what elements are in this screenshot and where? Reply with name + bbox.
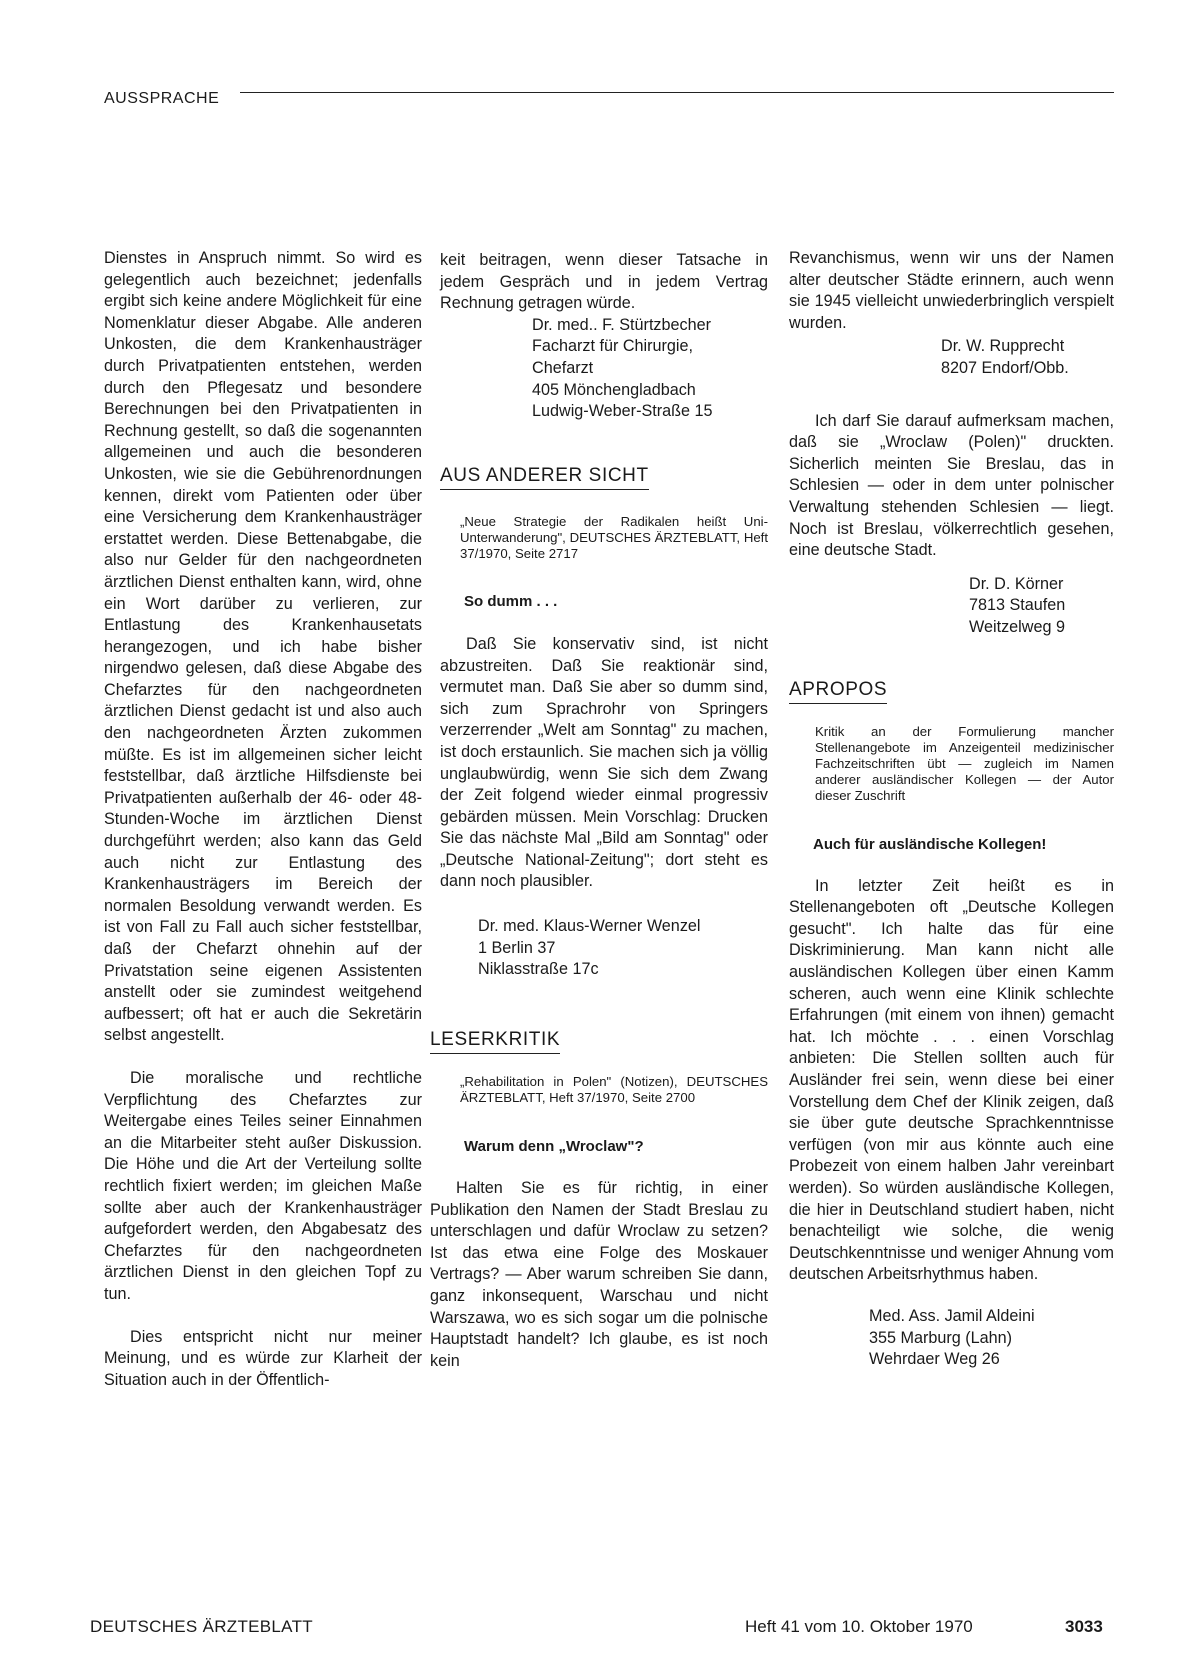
signature-line: 355 Marburg (Lahn)	[869, 1328, 1013, 1347]
article-title: So dumm . . .	[464, 593, 558, 611]
signature	[478, 916, 768, 981]
signature-line: Dr. med.. F. Stürtzbecher	[532, 315, 712, 334]
paragraph: Revanchismus, wenn wir uns der Namen alter deutscher Städte erinnern, auch wenn sie 1945 vielleicht unwiederbringlich verspielt wurden.	[789, 249, 1114, 332]
section-heading-wrap	[440, 465, 768, 491]
issue-info: Heft 41 vom 10. Oktober 1970	[745, 1617, 973, 1636]
header-rule	[240, 92, 1114, 93]
column-2	[430, 250, 768, 1372]
section-heading: LESERKRITIK	[430, 1029, 560, 1055]
signature	[532, 315, 768, 423]
signature-line: Dr. D. Körner	[969, 574, 1064, 593]
article-title: Auch für ausländische Kollegen!	[813, 836, 1047, 854]
signature-line: 405 Mönchengladbach	[532, 380, 696, 399]
signature	[869, 1306, 1114, 1371]
signature	[969, 574, 1114, 639]
paragraph: Die moralische und rechtliche Verpflichtung des Chefarztes zur Weitergabe eines Teiles seiner Einnahmen an die Mitarbeiter steht außer Diskussion. Die Höhe und die Art der Verteilung sollte rechtlich fixiert werden; im gleichen Maße sollte aber auch der Krankenhausträger aufgefordert werden, den Abgabesatz des Chefarztes für den nachgeordneten ärztlichen Dienst in den gleichen Topf zu tun.	[104, 1068, 422, 1303]
signature-line: Weitzelweg 9	[969, 617, 1065, 636]
signature-line: Dr. W. Rupprecht	[941, 337, 1065, 356]
section-heading-wrap	[789, 679, 1114, 705]
signature-line: Wehrdaer Weg 26	[869, 1350, 1000, 1369]
signature-line: 7813 Staufen	[969, 596, 1066, 615]
journal-name: DEUTSCHES ÄRZTEBLATT	[90, 1617, 313, 1636]
paragraph: Daß Sie konservativ sind, ist nicht abzustreiten. Daß Sie reaktionär sind, vermutet man. Daß Sie aber so dumm sind, sich zum Sprachrohr von Springers verzerrender „Welt am Sonntag" zu machen, ist doch erstaunlich. Sie machen sich ja völlig unglaubwürdig, wenn Sie sich dem Zwang der Zeit folgend wieder einmal progressiv gebärden müssen. Mein Vorschlag: Drucken Sie das nächste Mal „Bild am Sonntag" oder „Deutsche National-Zeitung"; dort steht es dann noch plausibler.	[440, 634, 768, 891]
signature-line: Dr. med. Klaus-Werner Wenzel	[478, 917, 701, 936]
signature-line: Chefarzt	[532, 358, 594, 377]
page-header	[104, 88, 1114, 116]
signature-line: Niklasstraße 17c	[478, 960, 599, 979]
section-heading-wrap	[430, 1029, 768, 1055]
signature-line: 1 Berlin 37	[478, 938, 556, 957]
paragraph: keit beitragen, wenn dieser Tatsache in jedem Gespräch und in jedem Vertrag Rechnung getragen würde.	[440, 251, 768, 313]
signature-line: Ludwig-Weber-Straße 15	[532, 402, 713, 421]
signature-line: Facharzt für Chirurgie,	[532, 337, 694, 356]
signature-line: 8207 Endorf/Obb.	[941, 358, 1069, 377]
paragraph: Ich darf Sie darauf aufmerksam machen, daß sie „Wroclaw (Polen)" druckten. Sicherlich meinten Sie Breslau, das in Schlesien — oder in dem unter polnischer Verwaltung stehenden Schlesien — liegt. Noch ist Breslau, völkerrechtlich gesehen, eine deutsche Stadt.	[789, 411, 1114, 560]
reference-note: „Neue Strategie der Radikalen heißt Uni-Unterwanderung", DEUTSCHES ÄRZTEBLATT, Heft 37/1970, Seite 2717	[460, 514, 768, 562]
section-heading: AUS ANDERER SICHT	[440, 465, 649, 491]
page-number: 3033	[1065, 1617, 1103, 1636]
column-3	[789, 248, 1114, 1371]
paragraph: Dies entspricht nicht nur meiner Meinung, und es würde zur Klarheit der Situation auch in der Öffentlich-	[104, 1327, 422, 1389]
reference-note: „Rehabilitation in Polen" (Notizen), DEUTSCHES ÄRZTEBLATT, Heft 37/1970, Seite 2700	[460, 1074, 768, 1106]
article-title: Warum denn „Wroclaw"?	[464, 1138, 644, 1156]
paragraph: Halten Sie es für richtig, in einer Publikation den Namen der Stadt Breslau zu unterschlagen und dafür Wroclaw zu setzen? Ist das etwa eine Folge des Moskauer Vertrags? — Aber warum schreiben Sie dann, ganz inkonsequent, Warschau und nicht Warszawa, wo es sich sogar um die polnische Hauptstadt handelt? Ich glaube, es ist noch kein	[430, 1179, 768, 1370]
column-1	[104, 248, 422, 1391]
section-title: AUSSPRACHE	[104, 90, 229, 108]
reference-note: Kritik an der Formulierung mancher Stellenangebote im Anzeigenteil medizinischer Fachzeitschriften übt — zugleich im Namen anderer ausländischer Kollegen — der Autor dieser Zuschrift	[815, 724, 1114, 804]
signature-line: Med. Ass. Jamil Aldeini	[869, 1306, 1035, 1325]
paragraph: Dienstes in Anspruch nimmt. So wird es gelegentlich auch bezeichnet; jedenfalls ergibt sich keine andere Möglichkeit für eine Nomenklatur dieser Abgabe. Alle anderen Unkosten, die dem Krankenhausträger durch Privatpatienten entstehen, werden durch den Pflegesatz und besondere Berechnungen bei den Privatpatienten in Rechnung gestellt, so daß die sogenannten allgemeinen und auch die besonderen Unkosten, wie sie die Gebührenordnungen kennen, direkt vom Patienten oder über eine Versicherung dem Krankenhausträger erstattet werden. Diese Bettenabgabe, die also nur Gelder für den nachgeordneten ärztlichen Dienst enthalten kann, wird, ohne ein Wort darüber zu verlieren, zur Entlastung des Krankenhausetats herangezogen, und ich habe bisher nirgendwo gelesen, daß diese Abgabe des Chefarztes für den nachgeordneten ärztlichen Dienst gedacht ist und also auch den nachgeordneten Ärzten zukommen müßte. Es ist im allgemeinen sicher leicht feststellbar, daß ärztliche Hilfsdienste bei Privatpatienten außerhalb der 46- oder 48-Stunden-Woche im ärztlichen Dienst durchgeführt werden; also kann das Geld auch nicht zur Entlastung des Krankenhausträgers im Bereich der normalen Besoldung verwandt werden. Es ist von Fall zu Fall auch sicher feststellbar, daß der Chefarzt ohnehin auf der Privatstation seine eigenen Assistenten anstellt oder sie zumindest weitgehend aufbessert; oft hat er auch die Sekretärin selbst angestellt.	[104, 249, 422, 1045]
signature	[941, 336, 1114, 379]
paragraph: In letzter Zeit heißt es in Stellenangeboten oft „Deutsche Kollegen gesucht". Ich halte das für eine Diskriminierung. Man kann nicht alle ausländischen Kollegen über einen Kamm scheren, auch wenn eine Klinik schlechte Erfahrungen (mit einem von ihnen) gemacht hat. Ich möchte . . . einen Vorschlag anbieten: Die Stellen sollten auch für Ausländer frei sein, wenn diese bei einer Vorstellung dem Chef der Klinik zeigen, daß sie über gute deutsche Sprachkenntnisse verfügen (von mir aus könnte auch eine Probezeit von einem halben Jahr vereinbart werden). So würden ausländische Kollegen, die hier in Deutschland studiert haben, nicht benachteiligt wie solche, die wenig Deutschkenntnisse und weniger Ahnung vom deutschen Arbeitsrhythmus haben.	[789, 876, 1114, 1284]
section-heading: APROPOS	[789, 679, 887, 705]
